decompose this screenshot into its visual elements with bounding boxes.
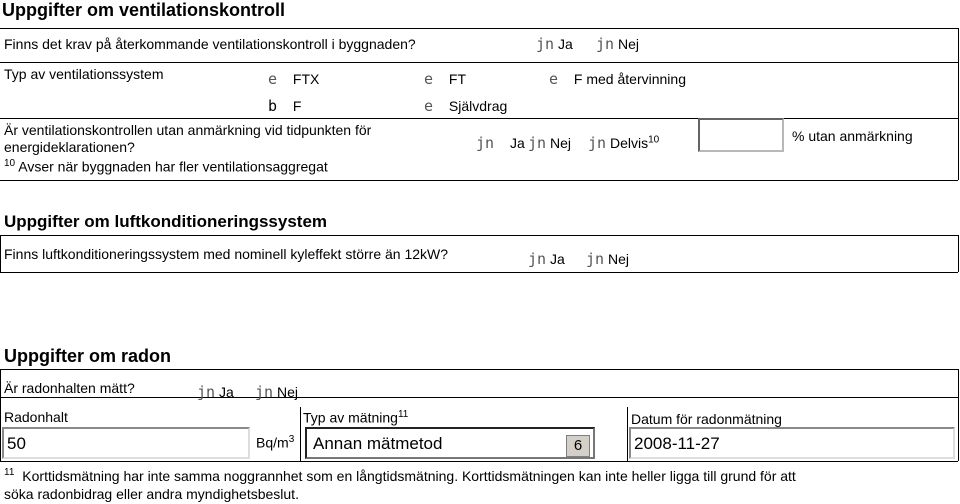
remark-yes-label: Ja	[509, 135, 525, 151]
remark-no-option[interactable]	[528, 134, 571, 152]
radon-footnote	[4, 464, 796, 503]
ventilation-heading: Uppgifter om ventilationskontroll	[2, 0, 286, 20]
radon-unit-base: Bq/m	[256, 434, 289, 451]
remark-partly-option[interactable]	[588, 134, 659, 152]
radon-method-label-wrap	[303, 409, 408, 426]
partly-footnote-ref: 10	[648, 134, 660, 146]
radon-footnote-number: 11	[4, 467, 15, 478]
radon-method-select[interactable]	[305, 427, 595, 459]
radio-aircon-no-icon[interactable]: jn	[586, 250, 605, 268]
percent-label: % utan anmärkning	[792, 128, 913, 144]
radon-unit	[256, 434, 294, 451]
radon-method-value: Annan mätmetod	[313, 434, 443, 453]
type-ft-label: FT	[448, 71, 467, 87]
type-f-option[interactable]	[268, 97, 301, 115]
recurring-no-option[interactable]	[596, 35, 639, 53]
radon-measured-question: Är radonhalten mätt?	[4, 380, 135, 396]
radon-unit-exp: 3	[288, 434, 295, 445]
radio-aircon-yes-icon[interactable]: jn	[528, 250, 547, 268]
radon-date-input[interactable]	[629, 427, 955, 459]
type-ftx-option[interactable]	[268, 70, 319, 88]
ventilation-system-label: Typ av ventilationssystem	[4, 66, 164, 82]
remark-question-line2: energideklarationen?	[4, 139, 135, 155]
recurring-no-label: Nej	[617, 36, 639, 52]
radon-yes-option[interactable]	[197, 383, 234, 401]
recurring-yes-label: Ja	[557, 36, 573, 52]
type-natural-label: Självdrag	[448, 98, 508, 114]
type-f-recovery-option[interactable]	[549, 70, 686, 88]
remark-question-line1: Är ventilationskontrollen utan anmärkning vid tidpunkten för	[4, 122, 372, 138]
remark-yes-option[interactable]	[476, 134, 525, 152]
type-f-recovery-label: F med återvinning	[573, 71, 686, 87]
dropdown-arrow-icon[interactable]: 6	[566, 435, 590, 457]
radon-footnote-line2: söka radonbidrag eller andra myndighetsbeslut.	[4, 485, 299, 502]
radon-date-value: 2008-11-27	[634, 434, 720, 453]
radon-level-value: 50	[7, 434, 26, 453]
ventilation-footnote	[4, 158, 328, 175]
aircon-yes-option[interactable]	[528, 250, 565, 268]
radon-level-label: Radonhalt	[4, 409, 68, 425]
radon-heading: Uppgifter om radon	[4, 346, 171, 366]
radio-remark-no-icon[interactable]: jn	[528, 134, 547, 152]
remark-no-label: Nej	[549, 135, 571, 151]
aircon-question: Finns luftkonditioneringssystem med nominell kyleffekt större än 12kW?	[4, 246, 449, 262]
recurring-yes-option[interactable]	[536, 35, 573, 53]
radon-yes-label: Ja	[218, 384, 234, 400]
checkbox-ftx-icon[interactable]: e	[268, 70, 278, 88]
radon-level-input[interactable]	[2, 427, 250, 459]
type-natural-option[interactable]	[424, 97, 507, 115]
type-ft-option[interactable]	[424, 70, 466, 88]
radio-radon-yes-icon[interactable]: jn	[197, 383, 216, 401]
ventilation-footnote-number: 10	[4, 158, 16, 169]
checkbox-f-checked-icon[interactable]: b	[268, 97, 278, 115]
ventilation-footnote-text: Avser när byggnaden har fler ventilationsaggregat	[18, 158, 328, 175]
checkbox-f-recovery-icon[interactable]: e	[549, 70, 559, 88]
radon-date-label: Datum för radonmätning	[631, 411, 782, 427]
aircon-heading: Uppgifter om luftkonditioneringssystem	[4, 212, 328, 231]
aircon-no-label: Nej	[607, 251, 629, 267]
checkbox-ft-icon[interactable]: e	[424, 70, 434, 88]
radio-yes-icon[interactable]: jn	[536, 35, 555, 53]
radio-no-icon[interactable]: jn	[596, 35, 615, 53]
radon-method-footnote-ref: 11	[397, 409, 409, 420]
remark-partly-label: Delvis	[609, 135, 649, 151]
type-f-label: F	[292, 98, 302, 114]
radon-footnote-line1: Korttidsmätning har inte samma noggrannhet som en långtidsmätning. Korttidsmätningen kan inte heller ligga till grund för att	[22, 467, 796, 484]
aircon-no-option[interactable]	[586, 250, 629, 268]
recurring-control-question: Finns det krav på återkommande ventilationskontroll i byggnaden?	[4, 36, 416, 52]
radon-no-label: Nej	[276, 384, 298, 400]
type-ftx-label: FTX	[292, 71, 320, 87]
radio-remark-yes-icon[interactable]: jn	[476, 134, 495, 152]
checkbox-natural-icon[interactable]: e	[424, 97, 434, 115]
percent-input[interactable]	[698, 118, 784, 152]
radio-remark-partly-icon[interactable]: jn	[588, 134, 607, 152]
radon-no-option[interactable]	[255, 383, 298, 401]
remark-question	[4, 122, 371, 156]
radio-radon-no-icon[interactable]: jn	[255, 383, 274, 401]
radon-method-label: Typ av mätning	[303, 409, 398, 426]
aircon-yes-label: Ja	[549, 251, 565, 267]
